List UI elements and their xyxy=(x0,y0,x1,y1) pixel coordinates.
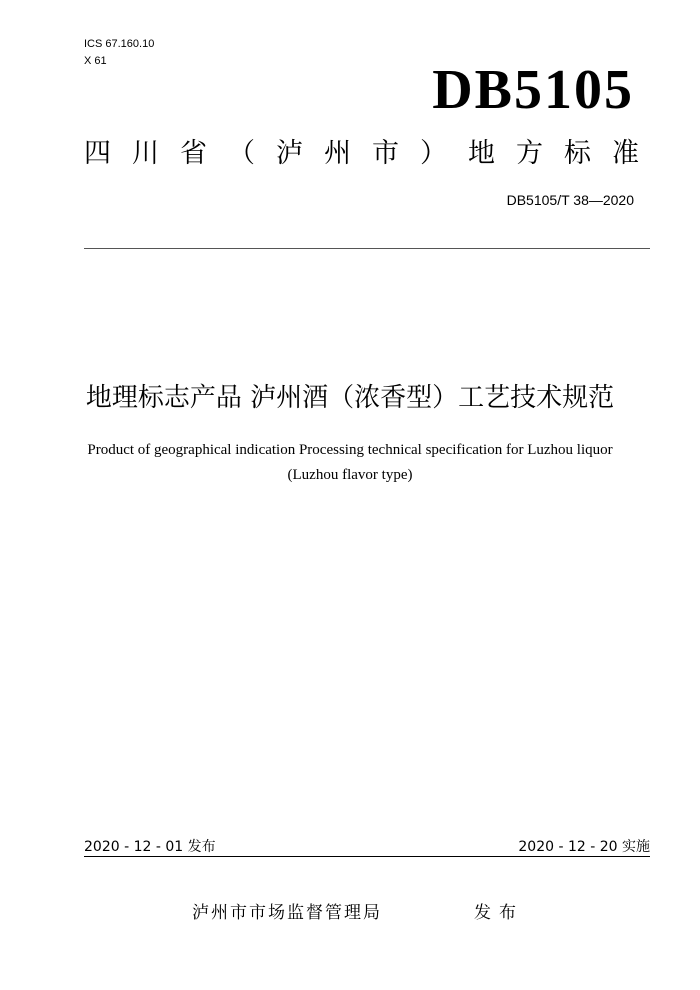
standard-type-char: （ xyxy=(228,138,255,169)
standard-type-char: 省 xyxy=(180,138,207,169)
standard-type-char: 四 xyxy=(84,138,111,169)
standard-number: DB5105/T 38—2020 xyxy=(506,192,634,208)
title-english: Product of geographical indication Processing technical specification for Luzhou liquor (Luzhou flavor type) xyxy=(87,442,613,483)
standard-type-char: 泸 xyxy=(276,138,303,169)
standard-type-char: 方 xyxy=(516,138,543,169)
standard-type-char: 地 xyxy=(468,138,495,169)
standard-type-char: 准 xyxy=(612,138,639,169)
issuing-authority: 泸州市市场监督管理局 xyxy=(192,903,382,923)
standard-type-char: ） xyxy=(420,138,447,169)
top-divider xyxy=(84,248,650,249)
bottom-divider xyxy=(84,856,650,857)
standard-type-char: 标 xyxy=(564,138,591,169)
title-chinese: 地理标志产品 泸州酒（浓香型）工艺技术规范 xyxy=(85,383,615,413)
classification-code: X 61 xyxy=(84,55,107,67)
implement-date: 2020 - 12 - 20 实施 xyxy=(518,839,650,855)
issue-label: 发布 xyxy=(474,903,524,923)
standard-type-char: 市 xyxy=(372,138,399,169)
standard-type-char: 川 xyxy=(132,138,159,169)
ics-code: ICS 67.160.10 xyxy=(84,38,155,50)
db-code-logo: DB5105 xyxy=(432,59,634,121)
publish-date: 2020 - 12 - 01 发布 xyxy=(84,839,216,855)
standard-type-heading xyxy=(84,134,639,174)
standard-type-char: 州 xyxy=(324,138,351,169)
